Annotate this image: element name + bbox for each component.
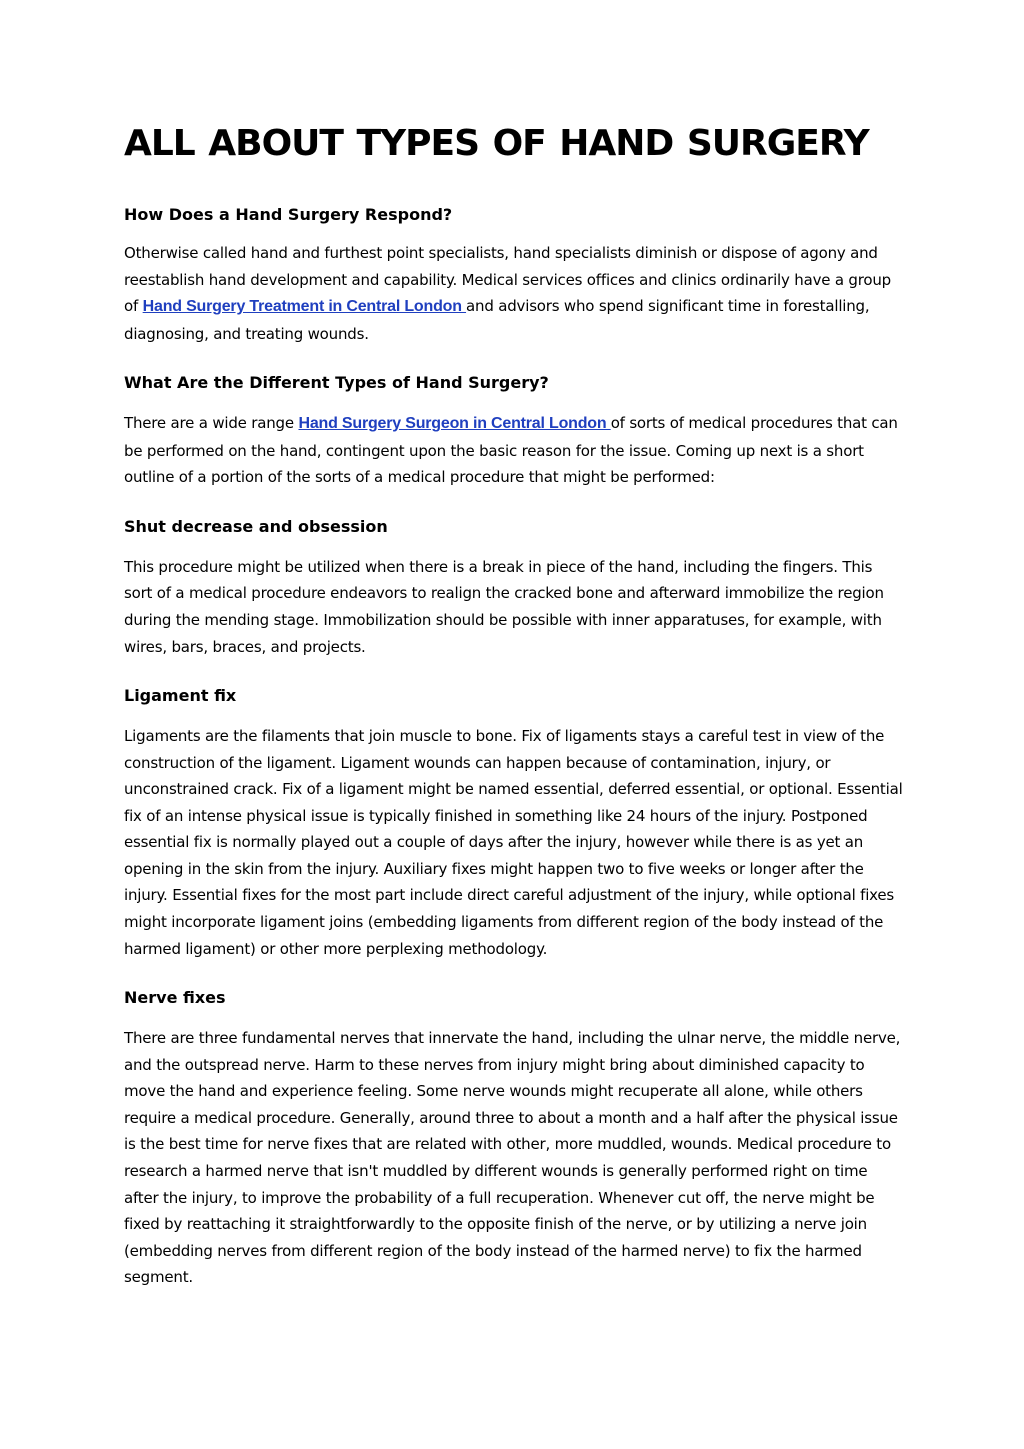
heading-shut-decrease: Shut decrease and obsession xyxy=(124,516,388,536)
paragraph-nerve-fixes: There are three fundamental nerves that innervate the hand, including the ulnar nerve, the middle nerve, and the outspread nerve. Harm to these nerves from injury might bring about diminished capacity to move the hand and experience feeling. Some nerve wounds might recuperate all alone, while others require a medical procedure. Generally, around three to about a month and a half after the physical issue is the best time for nerve fixes that are related with other, more muddled, wounds. Medical procedure to research a harmed nerve that isn't muddled by different wounds is generally performed right on time after the injury, to improve the probability of a full recuperation. Whenever cut off, the nerve might be fixed by reattaching it straightforwardly to the opposite finish of the nerve, or by utilizing a nerve join (embedding nerves from different region of the body instead of the harmed nerve) to fix the harmed segment. xyxy=(124,1029,901,1287)
paragraph-intro xyxy=(124,240,904,347)
paragraph-types xyxy=(124,410,904,491)
heading-nerve-fixes: Nerve fixes xyxy=(124,988,226,1008)
paragraph-intro-text-end: and advisors who spend significant time in forestalling, diagnosing, and treating wounds. xyxy=(124,297,870,343)
paragraph-types-text-end: of sorts of medical procedures that can be performed on the hand, contingent upon the basic reason for the issue. Coming up next is a short outline of a portion of the sorts of a medical procedure that might be performed: xyxy=(124,414,898,487)
link-hand-surgery-surgeon[interactable]: Hand Surgery Surgeon in Central London xyxy=(298,415,611,433)
document-content xyxy=(124,122,904,1291)
paragraph-intro-text-start: Otherwise called hand and furthest point specialists, hand specialists diminish or dispose of agony and reestablish hand development and capability. Medical services offices and clinics ordinarily have a group of xyxy=(124,243,891,316)
paragraph-ligament-fix: Ligaments are the filaments that join muscle to bone. Fix of ligaments stays a careful test in view of the construction of the ligament. Ligament wounds can happen because of contamination, injury, or unconstrained crack. Fix of a ligament might be named essential, deferred essential, or optional. Essential fix of an intense physical issue is typically finished in something like 24 hours of the injury. Postponed essential fix is normally played out a couple of days after the injury, however while there is as yet an opening in the skin from the injury. Auxiliary fixes might happen two to five weeks or longer after the injury. Essential fixes for the most part include direct careful adjustment of the injury, while optional fixes might incorporate ligament joins (embedding ligaments from different region of the body instead of the harmed ligament) or other more perplexing methodology. xyxy=(124,726,903,958)
page-title: ALL ABOUT TYPES OF HAND SURGERY xyxy=(124,123,869,164)
heading-hand-surgery-respond: How Does a Hand Surgery Respond? xyxy=(124,205,453,225)
link-hand-surgery-treatment[interactable]: Hand Surgery Treatment in Central London xyxy=(142,298,467,316)
paragraph-types-text-start: There are a wide range xyxy=(124,414,299,433)
heading-types-of-hand-surgery: What Are the Different Types of Hand Surgery? xyxy=(124,373,549,393)
heading-ligament-fix: Ligament fix xyxy=(124,686,237,706)
paragraph-shut-decrease: This procedure might be utilized when there is a break in piece of the hand, including the fingers. This sort of a medical procedure endeavors to realign the cracked bone and afterward immobilize the region during the mending stage. Immobilization should be possible with inner apparatuses, for example, with wires, bars, braces, and projects. xyxy=(124,557,884,656)
